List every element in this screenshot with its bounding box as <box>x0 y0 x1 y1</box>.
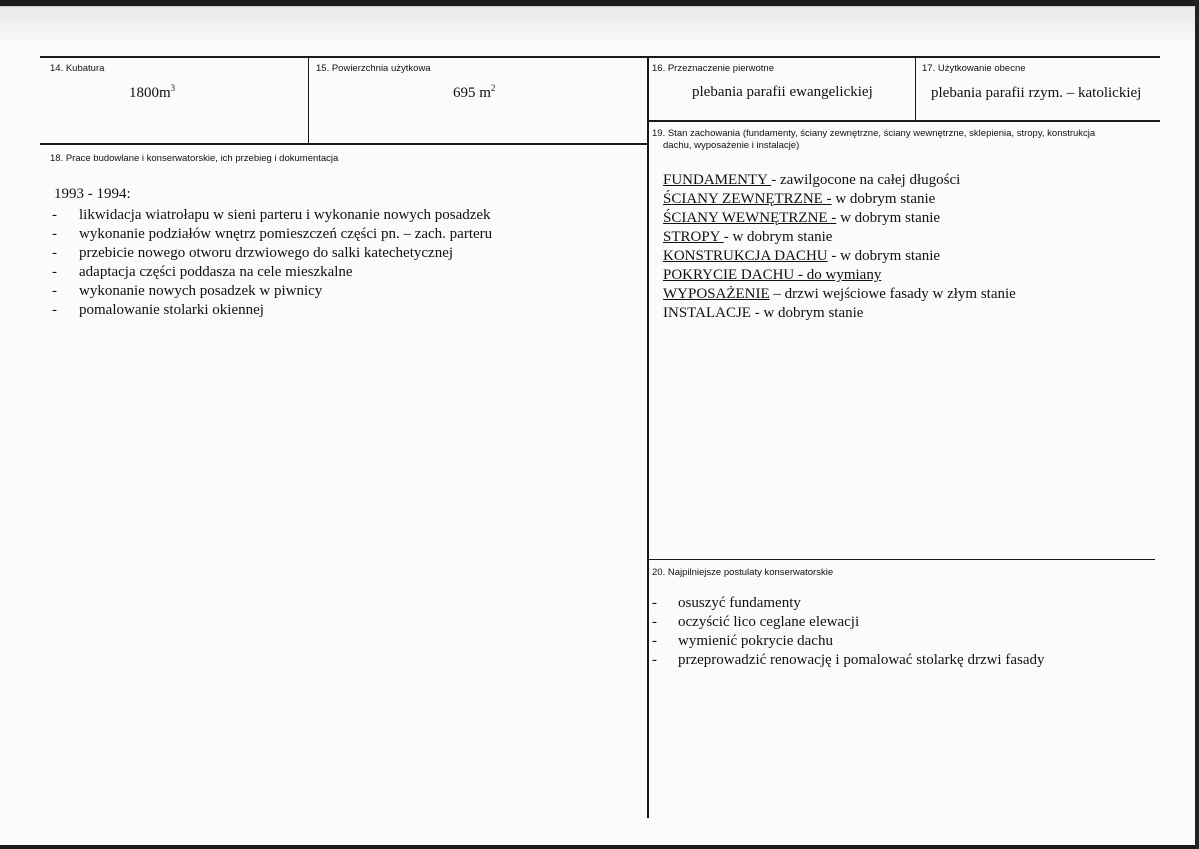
list-dash: - <box>652 633 657 649</box>
divider-f20 <box>648 559 1155 560</box>
list-dash: - <box>652 614 657 630</box>
field-15-label: 15. Powierzchnia użytkowa <box>316 63 431 74</box>
condition-heading: WYPOSAŻENIE <box>663 286 770 302</box>
divider-row1-right <box>648 120 1160 122</box>
condition-status: - w dobrym stanie <box>723 229 833 245</box>
list-item-text: osuszyć fundamenty <box>678 595 801 611</box>
condition-row <box>663 247 1016 266</box>
field-17-label: 17. Użytkowanie obecne <box>922 63 1026 74</box>
condition-row <box>663 228 1016 247</box>
field-18-period: 1993 - 1994: <box>54 186 131 202</box>
list-dash: - <box>52 302 57 318</box>
field-14-number: 1800m <box>129 85 171 101</box>
list-dash: - <box>52 245 57 261</box>
list-item-text: wymienić pokrycie dachu <box>678 633 833 649</box>
condition-heading: ŚCIANY WEWNĘTRZNE - <box>663 210 837 226</box>
divider-row1-left <box>40 143 648 145</box>
condition-status: INSTALACJE - w dobrym stanie <box>663 305 864 321</box>
field-20-label: 20. Najpilniejsze postulaty konserwatorskie <box>652 567 834 578</box>
condition-row <box>663 171 1016 190</box>
divider-top <box>40 56 1160 58</box>
list-dash: - <box>52 264 57 280</box>
list-item-text: oczyścić lico ceglane elewacji <box>678 614 860 630</box>
condition-status: w dobrym stanie <box>836 210 941 226</box>
condition-row <box>663 209 1016 228</box>
list-dash: - <box>52 226 57 242</box>
field-14-exponent: 3 <box>170 83 176 93</box>
list-dash: - <box>52 283 57 299</box>
condition-row <box>663 266 1016 285</box>
condition-status: - w dobrym stanie <box>827 248 941 264</box>
list-item-text: przeprowadzić renowację i pomalować stolarkę drzwi fasady <box>678 652 1045 668</box>
condition-heading: POKRYCIE DACHU - do wymiany <box>663 267 882 283</box>
field-16-label: 16. Przeznaczenie pierwotne <box>652 63 774 74</box>
field-19-list <box>663 171 1016 323</box>
field-15-exponent: 2 <box>490 83 496 93</box>
divider-v-center <box>647 56 649 818</box>
scan-top-shade <box>0 7 1199 41</box>
field-18-label: 18. Prace budowlane i konserwatorskie, ich przebieg i dokumentacja <box>50 153 339 164</box>
condition-status: w dobrym stanie <box>831 191 936 207</box>
field-19-label-line1: 19. Stan zachowania (fundamenty, ściany zewnętrzne, ściany wewnętrzne, sklepienia, stropy, konstrukcja <box>652 128 1096 139</box>
list-item-text: adaptacja części poddasza na cele mieszkalne <box>79 264 353 280</box>
field-15-number: 695 m <box>453 85 491 101</box>
condition-heading: STROPY <box>663 229 724 245</box>
condition-status: – drzwi wejściowe fasady w złym stanie <box>769 286 1016 302</box>
condition-status: - zawilgocone na całej długości <box>771 172 961 188</box>
condition-heading: FUNDAMENTY <box>663 172 772 188</box>
form-sheet <box>0 6 1199 845</box>
condition-heading: KONSTRUKCJA DACHU <box>663 248 828 264</box>
list-dash: - <box>652 652 657 668</box>
field-16-value: plebania parafii ewangelickiej <box>692 84 873 100</box>
list-item-text: wykonanie nowych posadzek w piwnicy <box>79 283 323 299</box>
list-dash: - <box>52 207 57 223</box>
field-14-value <box>129 83 175 102</box>
condition-row <box>663 190 1016 209</box>
field-19-label-line2: dachu, wyposażenie i instalacje) <box>663 140 800 151</box>
list-item-text: wykonanie podziałów wnętrz pomieszczeń części pn. – zach. parteru <box>79 226 493 242</box>
condition-heading: ŚCIANY ZEWNĘTRZNE - <box>663 191 832 207</box>
scan-edge <box>1195 0 1199 849</box>
list-item-text: likwidacja wiatrołapu w sieni parteru i wykonanie nowych posadzek <box>79 207 491 223</box>
field-17-value: plebania parafii rzym. – katolickiej <box>931 85 1142 101</box>
divider-v-16-17 <box>915 56 916 121</box>
field-15-value <box>453 83 495 102</box>
condition-row <box>663 285 1016 304</box>
list-dash: - <box>652 595 657 611</box>
field-14-label: 14. Kubatura <box>50 63 105 74</box>
list-item-text: pomalowanie stolarki okiennej <box>79 302 264 318</box>
divider-v-14-15 <box>308 56 309 144</box>
list-item-text: przebicie nowego otworu drzwiowego do salki katechetycznej <box>79 245 454 261</box>
condition-row <box>663 304 1016 323</box>
